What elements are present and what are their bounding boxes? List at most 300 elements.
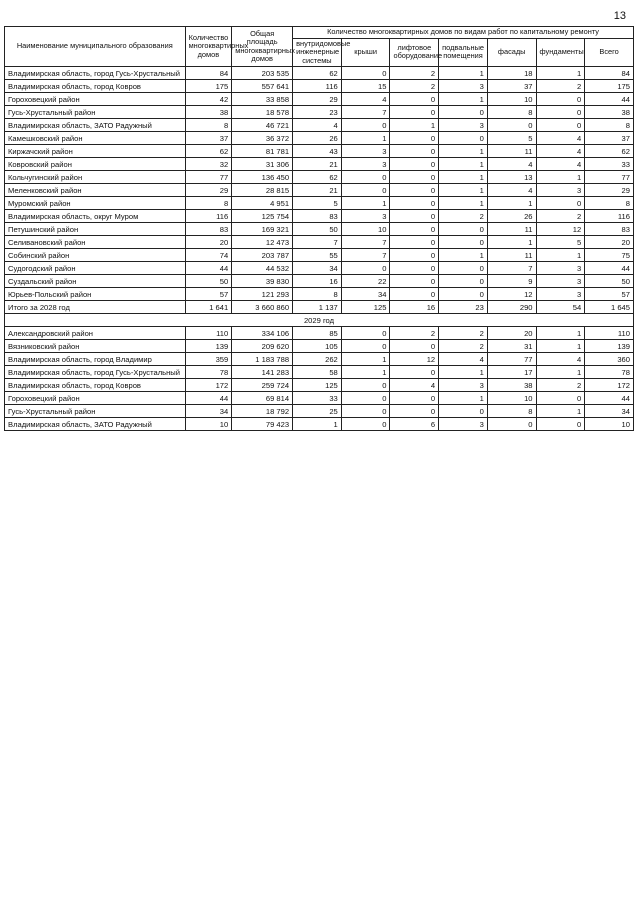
cell-total: 175 — [585, 80, 634, 93]
cell-basements: 0 — [439, 405, 488, 418]
table-row — [5, 223, 634, 236]
cell-municipality: Юрьев-Польский район — [5, 288, 186, 301]
cell-foundations: 3 — [536, 184, 585, 197]
cell-foundations: 0 — [536, 392, 585, 405]
cell-roofs: 1 — [341, 132, 390, 145]
cell-elevators: 0 — [390, 132, 439, 145]
cell-basements: 0 — [439, 223, 488, 236]
table-row — [5, 197, 634, 210]
header-elevators: лифтовое оборудование — [390, 38, 439, 67]
cell-municipality: Судогодский район — [5, 262, 186, 275]
cell-engineering-systems: 16 — [293, 275, 342, 288]
cell-municipality: Владимирская область, город Гусь-Хрустальный — [5, 67, 186, 80]
cell-roofs: 0 — [341, 392, 390, 405]
cell-area: 31 306 — [232, 158, 293, 171]
cell-municipality: Муромский район — [5, 197, 186, 210]
cell-foundations: 1 — [536, 327, 585, 340]
cell-foundations: 3 — [536, 275, 585, 288]
cell-foundations: 2 — [536, 210, 585, 223]
cell-engineering-systems: 5 — [293, 197, 342, 210]
cell-facades: 8 — [487, 106, 536, 119]
table-row — [5, 249, 634, 262]
cell-foundations: 1 — [536, 366, 585, 379]
cell-engineering-systems: 50 — [293, 223, 342, 236]
cell-facades: 4 — [487, 184, 536, 197]
cell-count: 172 — [185, 379, 232, 392]
cell-total: 172 — [585, 379, 634, 392]
cell-engineering-systems: 55 — [293, 249, 342, 262]
cell-roofs: 3 — [341, 158, 390, 171]
cell-facades: 13 — [487, 171, 536, 184]
total-count: 1 641 — [185, 301, 232, 314]
table-row — [5, 119, 634, 132]
cell-engineering-systems: 33 — [293, 392, 342, 405]
cell-area: 203 535 — [232, 67, 293, 80]
cell-total: 50 — [585, 275, 634, 288]
cell-municipality: Владимирская область, город Ковров — [5, 379, 186, 392]
cell-municipality: Владимирская область, город Владимир — [5, 353, 186, 366]
cell-total: 8 — [585, 119, 634, 132]
cell-area: 18 792 — [232, 405, 293, 418]
cell-facades: 12 — [487, 288, 536, 301]
cell-area: 334 106 — [232, 327, 293, 340]
cell-engineering-systems: 43 — [293, 145, 342, 158]
cell-area: 69 814 — [232, 392, 293, 405]
cell-roofs: 22 — [341, 275, 390, 288]
total-row-2028 — [5, 301, 634, 314]
cell-count: 78 — [185, 366, 232, 379]
cell-area: 1 183 788 — [232, 353, 293, 366]
cell-basements: 1 — [439, 67, 488, 80]
cell-roofs: 1 — [341, 197, 390, 210]
cell-area: 136 450 — [232, 171, 293, 184]
table-row — [5, 288, 634, 301]
cell-total: 75 — [585, 249, 634, 262]
cell-engineering-systems: 25 — [293, 405, 342, 418]
cell-elevators: 0 — [390, 93, 439, 106]
cell-elevators: 1 — [390, 119, 439, 132]
cell-elevators: 0 — [390, 197, 439, 210]
capital-repair-table — [4, 26, 634, 431]
cell-total: 360 — [585, 353, 634, 366]
cell-area: 46 721 — [232, 119, 293, 132]
cell-count: 83 — [185, 223, 232, 236]
cell-foundations: 0 — [536, 197, 585, 210]
table-row — [5, 405, 634, 418]
cell-facades: 8 — [487, 405, 536, 418]
cell-municipality: Владимирская область, округ Муром — [5, 210, 186, 223]
cell-count: 57 — [185, 288, 232, 301]
cell-roofs: 3 — [341, 145, 390, 158]
cell-area: 169 321 — [232, 223, 293, 236]
cell-basements: 3 — [439, 80, 488, 93]
cell-roofs: 15 — [341, 80, 390, 93]
cell-area: 203 787 — [232, 249, 293, 262]
cell-roofs: 34 — [341, 288, 390, 301]
cell-facades: 9 — [487, 275, 536, 288]
cell-facades: 26 — [487, 210, 536, 223]
cell-basements: 0 — [439, 275, 488, 288]
cell-facades: 0 — [487, 418, 536, 431]
cell-count: 34 — [185, 405, 232, 418]
cell-total: 20 — [585, 236, 634, 249]
cell-total: 116 — [585, 210, 634, 223]
cell-engineering-systems: 1 — [293, 418, 342, 431]
cell-basements: 1 — [439, 93, 488, 106]
cell-area: 259 724 — [232, 379, 293, 392]
table-row — [5, 379, 634, 392]
cell-basements: 0 — [439, 106, 488, 119]
cell-total: 44 — [585, 93, 634, 106]
cell-facades: 37 — [487, 80, 536, 93]
cell-engineering-systems: 85 — [293, 327, 342, 340]
cell-count: 42 — [185, 93, 232, 106]
cell-basements: 0 — [439, 236, 488, 249]
cell-engineering-systems: 34 — [293, 262, 342, 275]
cell-roofs: 1 — [341, 366, 390, 379]
cell-area: 125 754 — [232, 210, 293, 223]
cell-facades: 4 — [487, 158, 536, 171]
table-row — [5, 418, 634, 431]
cell-elevators: 4 — [390, 379, 439, 392]
cell-elevators: 0 — [390, 158, 439, 171]
cell-engineering-systems: 8 — [293, 288, 342, 301]
cell-municipality: Меленковский район — [5, 184, 186, 197]
header-area: Общая площадь многоквартирных домов — [232, 27, 293, 67]
cell-municipality: Собинский район — [5, 249, 186, 262]
cell-area: 209 620 — [232, 340, 293, 353]
total-engineering-systems: 1 137 — [293, 301, 342, 314]
cell-total: 44 — [585, 392, 634, 405]
cell-facades: 11 — [487, 145, 536, 158]
year-row — [5, 314, 634, 327]
total-label: Итого за 2028 год — [5, 301, 186, 314]
cell-facades: 0 — [487, 119, 536, 132]
cell-roofs: 0 — [341, 67, 390, 80]
cell-basements: 1 — [439, 392, 488, 405]
cell-municipality: Камешковский район — [5, 132, 186, 145]
cell-engineering-systems: 26 — [293, 132, 342, 145]
cell-total: 77 — [585, 171, 634, 184]
cell-area: 36 372 — [232, 132, 293, 145]
cell-elevators: 0 — [390, 392, 439, 405]
cell-municipality: Владимирская область, город Ковров — [5, 80, 186, 93]
cell-roofs: 7 — [341, 106, 390, 119]
cell-basements: 1 — [439, 171, 488, 184]
cell-engineering-systems: 262 — [293, 353, 342, 366]
cell-municipality: Гусь-Хрустальный район — [5, 106, 186, 119]
cell-area: 121 293 — [232, 288, 293, 301]
cell-facades: 17 — [487, 366, 536, 379]
table-body-total-2028 — [5, 301, 634, 327]
cell-count: 50 — [185, 275, 232, 288]
cell-basements: 3 — [439, 379, 488, 392]
cell-basements: 0 — [439, 132, 488, 145]
total-facades: 290 — [487, 301, 536, 314]
cell-total: 44 — [585, 262, 634, 275]
table-body-2028 — [5, 67, 634, 301]
cell-elevators: 0 — [390, 340, 439, 353]
cell-roofs: 0 — [341, 119, 390, 132]
cell-basements: 3 — [439, 119, 488, 132]
cell-roofs: 0 — [341, 340, 390, 353]
cell-foundations: 0 — [536, 418, 585, 431]
cell-area: 141 283 — [232, 366, 293, 379]
cell-elevators: 0 — [390, 405, 439, 418]
header-foundations: фундаменты — [536, 38, 585, 67]
cell-facades: 18 — [487, 67, 536, 80]
total-all: 1 645 — [585, 301, 634, 314]
cell-roofs: 1 — [341, 353, 390, 366]
cell-foundations: 1 — [536, 405, 585, 418]
cell-engineering-systems: 29 — [293, 93, 342, 106]
cell-basements: 3 — [439, 418, 488, 431]
cell-engineering-systems: 23 — [293, 106, 342, 119]
cell-foundations: 4 — [536, 132, 585, 145]
cell-total: 38 — [585, 106, 634, 119]
cell-elevators: 0 — [390, 236, 439, 249]
table-row — [5, 353, 634, 366]
cell-elevators: 0 — [390, 210, 439, 223]
table-row — [5, 392, 634, 405]
cell-count: 110 — [185, 327, 232, 340]
cell-count: 44 — [185, 262, 232, 275]
cell-basements: 0 — [439, 288, 488, 301]
cell-count: 8 — [185, 119, 232, 132]
cell-engineering-systems: 116 — [293, 80, 342, 93]
cell-count: 359 — [185, 353, 232, 366]
cell-municipality: Вязниковский район — [5, 340, 186, 353]
cell-count: 84 — [185, 67, 232, 80]
cell-basements: 2 — [439, 340, 488, 353]
cell-elevators: 0 — [390, 223, 439, 236]
cell-count: 77 — [185, 171, 232, 184]
cell-foundations: 1 — [536, 249, 585, 262]
cell-roofs: 0 — [341, 405, 390, 418]
cell-elevators: 2 — [390, 80, 439, 93]
cell-count: 29 — [185, 184, 232, 197]
cell-municipality: Кольчугинский район — [5, 171, 186, 184]
cell-elevators: 0 — [390, 288, 439, 301]
cell-facades: 20 — [487, 327, 536, 340]
cell-foundations: 3 — [536, 288, 585, 301]
cell-engineering-systems: 21 — [293, 158, 342, 171]
cell-count: 116 — [185, 210, 232, 223]
cell-elevators: 2 — [390, 67, 439, 80]
cell-engineering-systems: 62 — [293, 67, 342, 80]
cell-facades: 11 — [487, 223, 536, 236]
cell-area: 33 858 — [232, 93, 293, 106]
cell-area: 81 781 — [232, 145, 293, 158]
cell-basements: 1 — [439, 197, 488, 210]
cell-count: 38 — [185, 106, 232, 119]
cell-area: 557 641 — [232, 80, 293, 93]
cell-municipality: Александровский район — [5, 327, 186, 340]
cell-facades: 31 — [487, 340, 536, 353]
cell-municipality: Владимирская область, ЗАТО Радужный — [5, 418, 186, 431]
cell-elevators: 0 — [390, 145, 439, 158]
cell-area: 44 532 — [232, 262, 293, 275]
header-basements: подвальные помещения — [439, 38, 488, 67]
cell-municipality: Петушинский район — [5, 223, 186, 236]
cell-municipality: Селивановский район — [5, 236, 186, 249]
cell-elevators: 0 — [390, 366, 439, 379]
header-name: Наименование муниципального образования — [5, 27, 186, 67]
cell-count: 74 — [185, 249, 232, 262]
cell-roofs: 3 — [341, 210, 390, 223]
header-roofs: крыши — [341, 38, 390, 67]
cell-basements: 2 — [439, 327, 488, 340]
cell-municipality: Гусь-Хрустальный район — [5, 405, 186, 418]
table-row — [5, 210, 634, 223]
table-body-2029 — [5, 327, 634, 431]
cell-count: 8 — [185, 197, 232, 210]
cell-area: 18 578 — [232, 106, 293, 119]
header-total: Всего — [585, 38, 634, 67]
year-label: 2029 год — [5, 314, 634, 327]
cell-area: 4 951 — [232, 197, 293, 210]
cell-total: 33 — [585, 158, 634, 171]
cell-basements: 1 — [439, 145, 488, 158]
cell-facades: 10 — [487, 392, 536, 405]
cell-engineering-systems: 21 — [293, 184, 342, 197]
cell-roofs: 0 — [341, 418, 390, 431]
table-row — [5, 262, 634, 275]
cell-municipality: Владимирская область, ЗАТО Радужный — [5, 119, 186, 132]
table-row — [5, 327, 634, 340]
cell-municipality: Ковровский район — [5, 158, 186, 171]
cell-roofs: 10 — [341, 223, 390, 236]
table-row — [5, 366, 634, 379]
cell-foundations: 0 — [536, 93, 585, 106]
cell-foundations: 0 — [536, 119, 585, 132]
cell-count: 37 — [185, 132, 232, 145]
header-count: Количество многоквартирных домов — [185, 27, 232, 67]
capital-repair-table-sheet — [4, 26, 634, 431]
cell-engineering-systems: 58 — [293, 366, 342, 379]
table-row — [5, 340, 634, 353]
cell-total: 10 — [585, 418, 634, 431]
cell-roofs: 0 — [341, 379, 390, 392]
cell-municipality: Киржачский район — [5, 145, 186, 158]
table-row — [5, 236, 634, 249]
cell-area: 39 830 — [232, 275, 293, 288]
cell-roofs: 0 — [341, 262, 390, 275]
cell-basements: 4 — [439, 353, 488, 366]
cell-elevators: 0 — [390, 249, 439, 262]
cell-roofs: 7 — [341, 249, 390, 262]
cell-count: 32 — [185, 158, 232, 171]
cell-foundations: 4 — [536, 353, 585, 366]
cell-foundations: 1 — [536, 67, 585, 80]
cell-municipality: Суздальский район — [5, 275, 186, 288]
cell-facades: 10 — [487, 93, 536, 106]
cell-total: 34 — [585, 405, 634, 418]
cell-total: 57 — [585, 288, 634, 301]
cell-area: 79 423 — [232, 418, 293, 431]
cell-foundations: 3 — [536, 262, 585, 275]
cell-roofs: 7 — [341, 236, 390, 249]
cell-total: 37 — [585, 132, 634, 145]
table-row — [5, 93, 634, 106]
cell-foundations: 5 — [536, 236, 585, 249]
cell-foundations: 4 — [536, 158, 585, 171]
cell-total: 8 — [585, 197, 634, 210]
cell-basements: 2 — [439, 210, 488, 223]
cell-foundations: 12 — [536, 223, 585, 236]
table-row — [5, 67, 634, 80]
cell-facades: 77 — [487, 353, 536, 366]
cell-municipality: Гороховецкий район — [5, 392, 186, 405]
cell-roofs: 0 — [341, 184, 390, 197]
cell-elevators: 0 — [390, 184, 439, 197]
cell-engineering-systems: 125 — [293, 379, 342, 392]
cell-facades: 38 — [487, 379, 536, 392]
cell-area: 28 815 — [232, 184, 293, 197]
total-basements: 23 — [439, 301, 488, 314]
cell-facades: 7 — [487, 262, 536, 275]
cell-engineering-systems: 83 — [293, 210, 342, 223]
table-row — [5, 275, 634, 288]
cell-foundations: 0 — [536, 106, 585, 119]
total-area: 3 660 860 — [232, 301, 293, 314]
cell-count: 44 — [185, 392, 232, 405]
table-row — [5, 158, 634, 171]
cell-total: 62 — [585, 145, 634, 158]
cell-total: 139 — [585, 340, 634, 353]
total-elevators: 16 — [390, 301, 439, 314]
total-foundations: 54 — [536, 301, 585, 314]
cell-basements: 1 — [439, 184, 488, 197]
table-row — [5, 184, 634, 197]
cell-area: 12 473 — [232, 236, 293, 249]
cell-foundations: 1 — [536, 340, 585, 353]
cell-total: 110 — [585, 327, 634, 340]
cell-total: 78 — [585, 366, 634, 379]
cell-count: 20 — [185, 236, 232, 249]
cell-elevators: 12 — [390, 353, 439, 366]
table-row — [5, 80, 634, 93]
total-roofs: 125 — [341, 301, 390, 314]
cell-facades: 1 — [487, 197, 536, 210]
cell-elevators: 6 — [390, 418, 439, 431]
cell-basements: 1 — [439, 158, 488, 171]
cell-count: 175 — [185, 80, 232, 93]
cell-facades: 11 — [487, 249, 536, 262]
table-row — [5, 145, 634, 158]
cell-engineering-systems: 62 — [293, 171, 342, 184]
cell-foundations: 1 — [536, 171, 585, 184]
cell-count: 10 — [185, 418, 232, 431]
header-engineering-systems: внутридомовые инженерные системы — [293, 38, 342, 67]
cell-engineering-systems: 4 — [293, 119, 342, 132]
cell-roofs: 4 — [341, 93, 390, 106]
cell-elevators: 0 — [390, 262, 439, 275]
header-facades: фасады — [487, 38, 536, 67]
cell-elevators: 0 — [390, 275, 439, 288]
cell-roofs: 0 — [341, 171, 390, 184]
cell-facades: 5 — [487, 132, 536, 145]
cell-municipality: Владимирская область, город Гусь-Хрустальный — [5, 366, 186, 379]
cell-foundations: 4 — [536, 145, 585, 158]
cell-engineering-systems: 7 — [293, 236, 342, 249]
cell-elevators: 0 — [390, 106, 439, 119]
cell-roofs: 0 — [341, 327, 390, 340]
table-row — [5, 132, 634, 145]
cell-basements: 0 — [439, 262, 488, 275]
cell-elevators: 0 — [390, 171, 439, 184]
cell-basements: 1 — [439, 366, 488, 379]
